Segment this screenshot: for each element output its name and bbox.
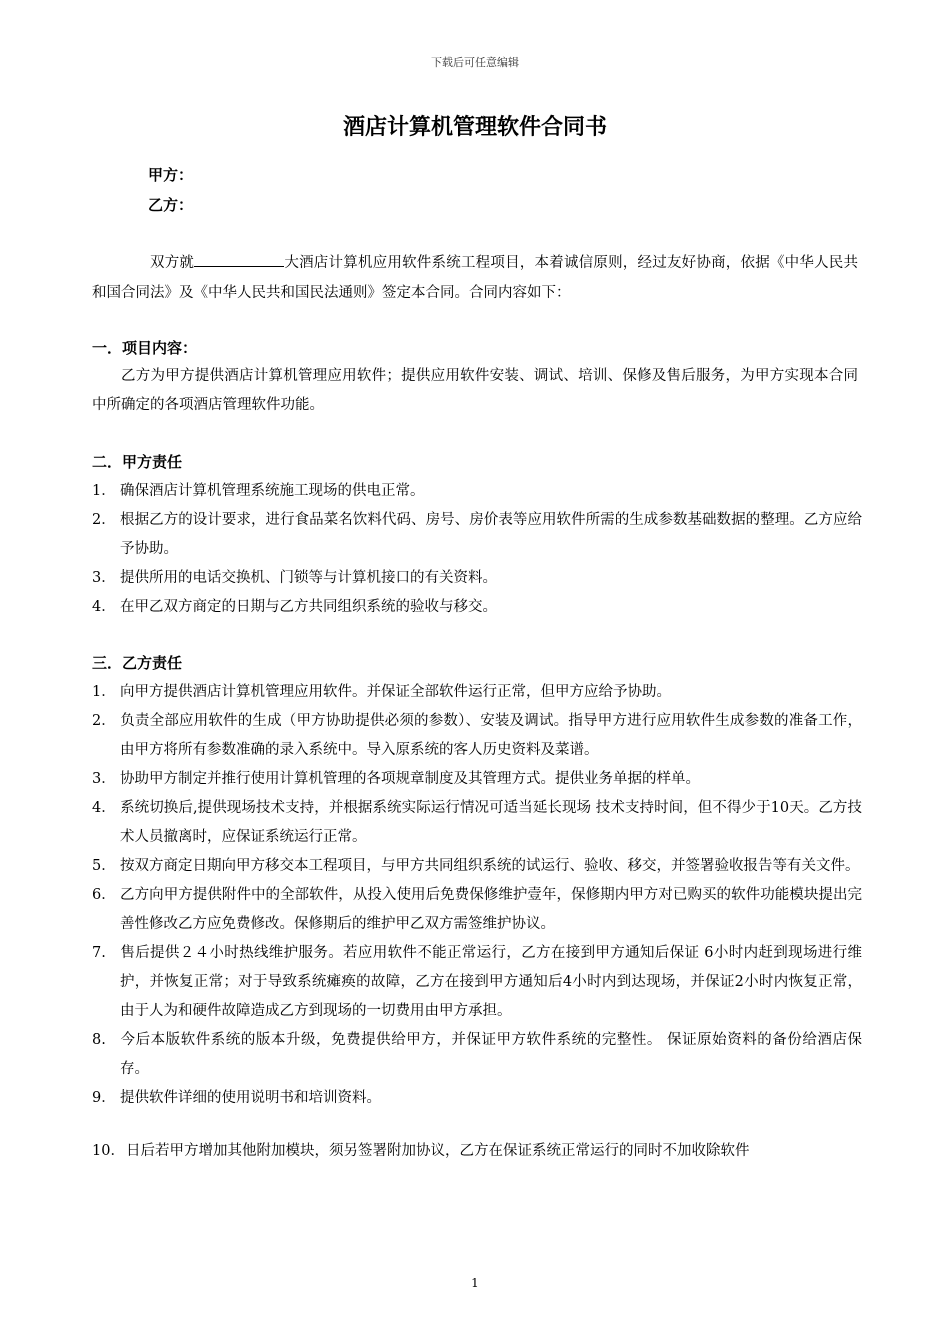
list-item: 1． 确保酒店计算机管理系统施工现场的供电正常。 xyxy=(92,483,425,499)
intro-paragraph xyxy=(92,248,858,308)
list-item: 1． 向甲方提供酒店计算机管理应用软件。并保证全部软件运行正常，但甲方应给予协助。 xyxy=(92,684,671,700)
section-1-text: 乙方为甲方提供酒店计算机管理应用软件；提供应用软件安装、调试、培训、保修及售后服务，为甲方实现本合同中所确定的各项酒店管理软件功能。 xyxy=(92,368,858,413)
list-item: 3． 提供所用的电话交换机、门锁等与计算机接口的有关资料。 xyxy=(92,570,497,586)
section-2-list xyxy=(92,477,862,622)
list-item: 8. 今后本版软件系统的版本升级，免费提供给甲方，并保证甲方软件系统的完整性。 保证原始资料的备份给酒店保存。 xyxy=(92,1032,862,1077)
list-item: 5． 按双方商定日期向甲方移交本工程项目，与甲方共同组织系统的试运行、验收、移交，并签署验收报告等有关文件。 xyxy=(92,858,860,874)
party-a-label: 甲方： xyxy=(148,166,194,184)
intro-post: 大酒店计算机应用软件系统工程项目，本着诚信原则，经过友好协商，依据《中华人民共和国合同法》及《中华人民共和国民法通则》签定本合同。合同内容如下： xyxy=(92,255,859,301)
document-title: 酒店计算机管理软件合同书 xyxy=(342,115,607,140)
list-item: 9． 提供软件详细的使用说明书和培训资料。 xyxy=(92,1090,381,1106)
section-3-list-continued xyxy=(92,1137,862,1166)
section-3-list xyxy=(92,678,862,1113)
list-item: 10．日后若甲方增加其他附加模块，须另签署附加协议，乙方在保证系统正常运行的同时不加收除软件 xyxy=(92,1143,750,1159)
list-item: 2． 负责全部应用软件的生成（甲方协助提供必须的参数）、安装及调试。指导甲方进行应用软件生成参数的准备工作，由甲方将所有参数准确的录入系统中。导入原系统的客人历史资料及菜谱。 xyxy=(92,713,862,758)
list-item: 6． 乙方向甲方提供附件中的全部软件，从投入使用后免费保修维护壹年，保修期内甲方对已购买的软件功能模块提出完善性修改乙方应免费修改。保修期后的维护甲乙双方需签维护协议。 xyxy=(92,887,862,932)
list-item: 2． 根据乙方的设计要求，进行食品菜名饮料代码、房号、房价表等应用软件所需的生成参数基础数据的整理。乙方应给予协助。 xyxy=(92,512,862,557)
section-1-title: 一．项目内容： xyxy=(92,339,198,357)
header-note: 下载后可任意编辑 xyxy=(431,56,519,69)
section-3-title: 三．乙方责任 xyxy=(92,654,183,672)
page-number: 1 xyxy=(471,1276,479,1290)
blank-line xyxy=(194,252,284,267)
list-item: 4． 系统切换后,提供现场技术支持，并根据系统实际运行情况可适当延长现场 技术支持时间，但不得少于10天。乙方技术人员撤离时，应保证系统运行正常。 xyxy=(92,800,862,845)
party-b-label: 乙方： xyxy=(148,196,194,214)
section-2-title: 二．甲方责任 xyxy=(92,453,183,471)
list-item: 3． 协助甲方制定并推行使用计算机管理的各项规章制度及其管理方式。提供业务单据的样单。 xyxy=(92,771,700,787)
list-item: 4． 在甲乙双方商定的日期与乙方共同组织系统的验收与移交。 xyxy=(92,599,497,615)
intro-pre: 双方就 xyxy=(150,255,195,271)
list-item: 7. 售后提供２４小时热线维护服务。若应用软件不能正常运行，乙方在接到甲方通知后保证 6小时内赶到现场进行维护，并恢复正常；对于导致系统瘫痪的故障，乙方在接到甲方通知后4小时内到达现场，并保证2小时内恢复正常，由于人为和硬件故障造成乙方到现场的一切费用由甲方承担。 xyxy=(92,945,862,1019)
